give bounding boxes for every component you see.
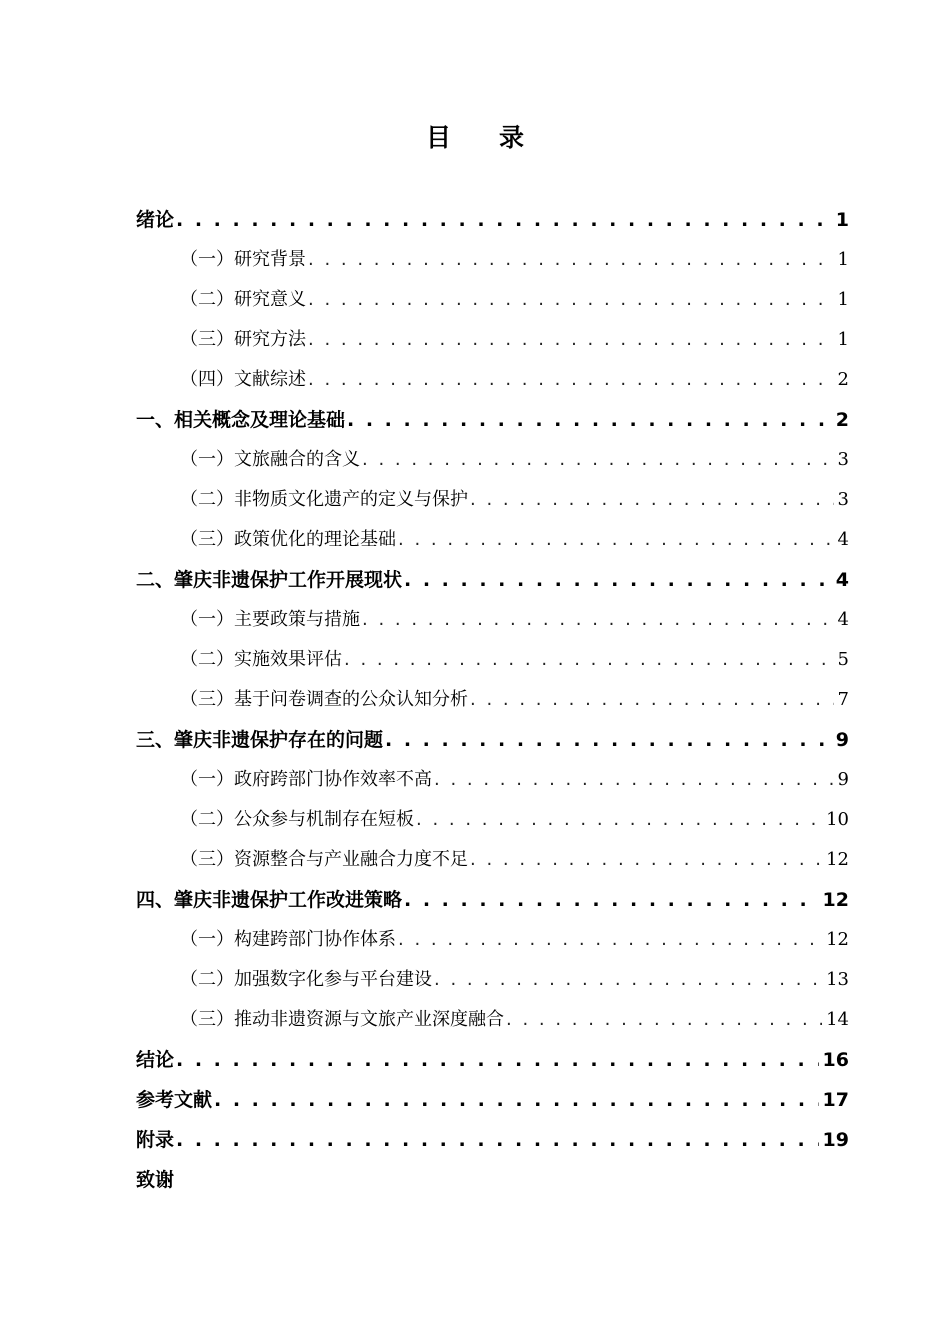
toc-entry-label: （二）公众参与机制存在短板 — [180, 809, 414, 830]
dot-leader — [308, 320, 834, 360]
dot-leader — [344, 640, 834, 680]
toc-section-entry[interactable] — [136, 320, 849, 360]
toc-entry-label: 结论 — [136, 1049, 175, 1071]
toc-entry-page-number: 9 — [835, 729, 849, 751]
toc-entry-label: 二、肇庆非遗保护工作开展现状 — [136, 569, 403, 591]
toc-section-entry[interactable] — [136, 360, 849, 400]
toc-entry-label: 三、肇庆非遗保护存在的问题 — [136, 729, 384, 751]
dot-leader — [404, 560, 832, 600]
toc-section-entry[interactable] — [136, 840, 849, 880]
dot-leader — [398, 520, 834, 560]
toc-entry-label: （一）政府跨部门协作效率不高 — [180, 769, 432, 790]
toc-entry-page-number: 3 — [837, 489, 849, 510]
toc-entry-label: 致谢 — [136, 1169, 175, 1191]
dot-leader — [385, 720, 832, 760]
dot-leader — [362, 600, 834, 640]
toc-entry-label: （二）实施效果评估 — [180, 649, 342, 670]
table-of-contents — [136, 200, 849, 1200]
dot-leader — [176, 1040, 819, 1080]
dot-leader — [470, 480, 834, 520]
toc-section-entry[interactable] — [136, 520, 849, 560]
toc-section-entry[interactable] — [136, 600, 849, 640]
toc-entry-label: （三）资源整合与产业融合力度不足 — [180, 849, 468, 870]
toc-chapter-entry[interactable] — [136, 720, 849, 760]
dot-leader — [176, 1120, 819, 1160]
toc-entry-page-number: 14 — [826, 1009, 849, 1030]
toc-entry-label: （三）基于问卷调查的公众认知分析 — [180, 689, 468, 710]
dot-leader — [308, 360, 834, 400]
toc-entry-page-number: 16 — [822, 1049, 849, 1071]
toc-section-entry[interactable] — [136, 680, 849, 720]
dot-leader — [470, 680, 834, 720]
toc-entry-page-number: 4 — [837, 609, 849, 630]
dot-leader — [347, 400, 832, 440]
toc-entry-label: 参考文献 — [136, 1089, 213, 1111]
toc-entry-label: 一、相关概念及理论基础 — [136, 409, 346, 431]
page-title — [0, 118, 950, 154]
toc-entry-page-number: 10 — [826, 809, 849, 830]
title-char-2: 录 — [499, 123, 525, 152]
toc-chapter-entry[interactable] — [136, 400, 849, 440]
toc-entry-label: 四、肇庆非遗保护工作改进策略 — [136, 889, 403, 911]
toc-section-entry[interactable] — [136, 480, 849, 520]
dot-leader — [214, 1080, 819, 1120]
toc-entry-label: （三）政策优化的理论基础 — [180, 529, 396, 550]
toc-section-entry[interactable] — [136, 240, 849, 280]
dot-leader — [506, 1000, 822, 1040]
dot-leader — [434, 760, 834, 800]
dot-leader — [404, 880, 819, 920]
toc-entry-page-number: 12 — [822, 889, 849, 911]
toc-entry-page-number: 12 — [826, 929, 849, 950]
toc-entry-page-number: 4 — [835, 569, 849, 591]
toc-entry-page-number: 3 — [837, 449, 849, 470]
toc-entry-page-number: 7 — [837, 689, 849, 710]
toc-entry-page-number: 9 — [837, 769, 849, 790]
toc-entry-page-number: 12 — [826, 849, 849, 870]
toc-entry-label: （二）加强数字化参与平台建设 — [180, 969, 432, 990]
toc-entry-page-number: 1 — [837, 289, 849, 310]
toc-section-entry[interactable] — [136, 440, 849, 480]
toc-section-entry[interactable] — [136, 800, 849, 840]
dot-leader — [416, 800, 822, 840]
toc-entry-label: （一）文旅融合的含义 — [180, 449, 360, 470]
toc-entry-page-number: 2 — [835, 409, 849, 431]
dot-leader — [176, 200, 832, 240]
toc-chapter-entry[interactable] — [136, 1120, 849, 1160]
toc-entry-page-number: 5 — [837, 649, 849, 670]
toc-entry-label: （三）推动非遗资源与文旅产业深度融合 — [180, 1009, 504, 1030]
toc-entry-label: （一）构建跨部门协作体系 — [180, 929, 396, 950]
dot-leader — [308, 280, 834, 320]
toc-chapter-entry[interactable] — [136, 1160, 849, 1200]
toc-entry-label: （一）主要政策与措施 — [180, 609, 360, 630]
toc-section-entry[interactable] — [136, 280, 849, 320]
toc-chapter-entry[interactable] — [136, 560, 849, 600]
toc-entry-label: （一）研究背景 — [180, 249, 306, 270]
toc-entry-page-number: 17 — [822, 1089, 849, 1111]
toc-chapter-entry[interactable] — [136, 200, 849, 240]
toc-entry-page-number: 1 — [837, 249, 849, 270]
toc-section-entry[interactable] — [136, 760, 849, 800]
toc-chapter-entry[interactable] — [136, 1080, 849, 1120]
toc-entry-page-number: 13 — [826, 969, 849, 990]
toc-section-entry[interactable] — [136, 1000, 849, 1040]
title-char-1: 目 — [425, 123, 451, 152]
toc-entry-label: 附录 — [136, 1129, 175, 1151]
dot-leader — [470, 840, 822, 880]
dot-leader — [362, 440, 834, 480]
toc-section-entry[interactable] — [136, 960, 849, 1000]
toc-entry-page-number: 19 — [822, 1129, 849, 1151]
dot-leader — [398, 920, 822, 960]
toc-entry-page-number: 1 — [837, 329, 849, 350]
toc-entry-page-number: 4 — [837, 529, 849, 550]
toc-section-entry[interactable] — [136, 920, 849, 960]
dot-leader — [434, 960, 822, 1000]
toc-entry-page-number: 1 — [835, 209, 849, 231]
toc-entry-label: （二）研究意义 — [180, 289, 306, 310]
toc-entry-label: 绪论 — [136, 209, 175, 231]
toc-entry-page-number: 2 — [837, 369, 849, 390]
toc-chapter-entry[interactable] — [136, 880, 849, 920]
toc-entry-label: （二）非物质文化遗产的定义与保护 — [180, 489, 468, 510]
toc-chapter-entry[interactable] — [136, 1040, 849, 1080]
toc-entry-label: （三）研究方法 — [180, 329, 306, 350]
dot-leader — [308, 240, 834, 280]
toc-entry-label: （四）文献综述 — [180, 369, 306, 390]
toc-section-entry[interactable] — [136, 640, 849, 680]
